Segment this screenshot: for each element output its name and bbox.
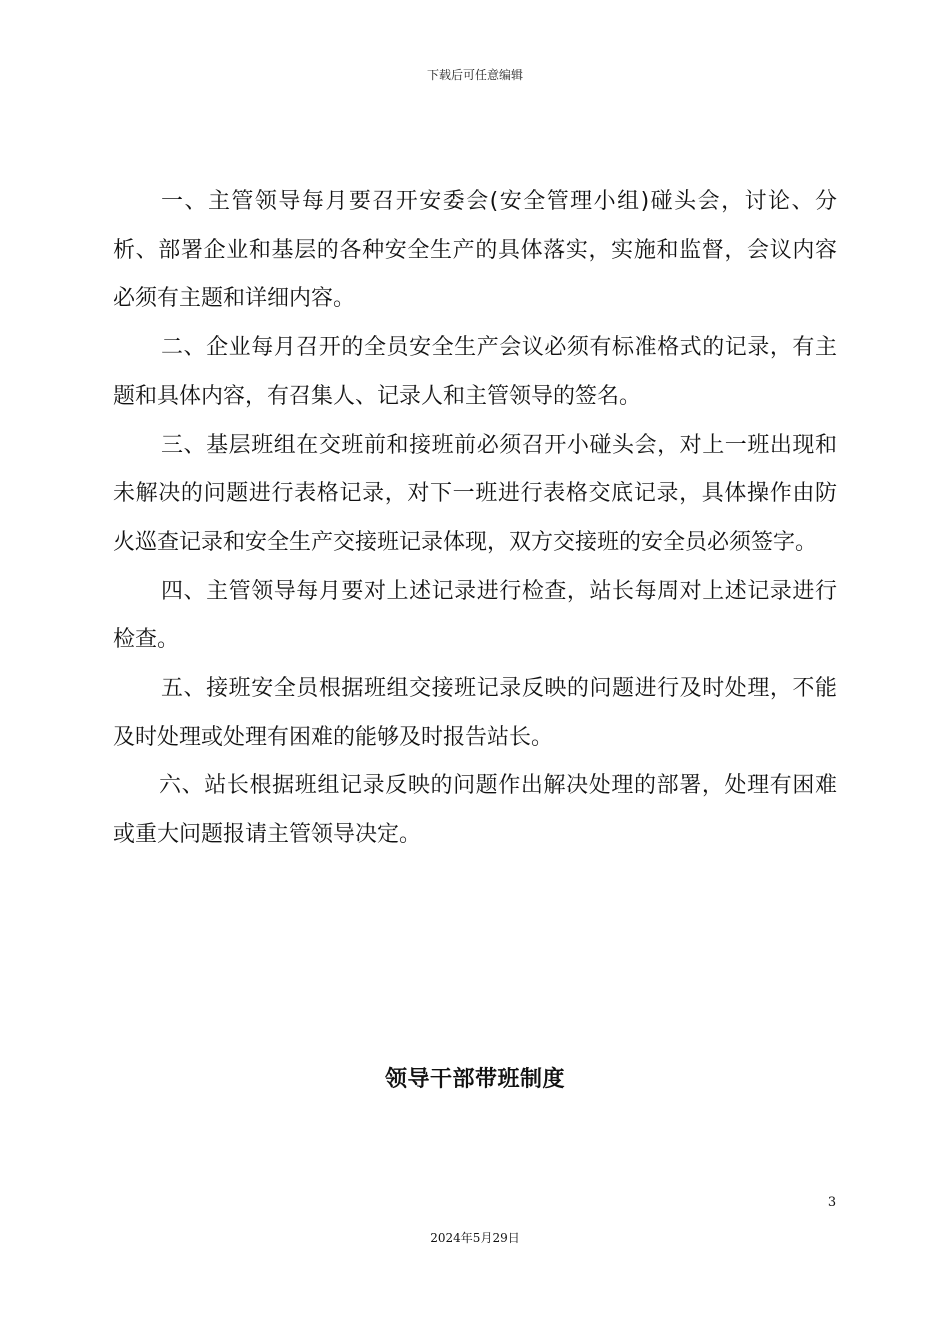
- paragraph-6: 六、站长根据班组记录反映的问题作出解决处理的部署，处理有困难或重大问题报请主管领导决定。: [113, 773, 837, 848]
- section-title: 领导干部带班制度: [384, 1067, 565, 1092]
- page-number: 3: [827, 1195, 837, 1210]
- paragraph-4: 四、主管领导每月要对上述记录进行检查，站长每周对上述记录进行检查。: [113, 578, 837, 653]
- paragraph-2: 二、企业每月召开的全员安全生产会议必须有标准格式的记录，有主题和具体内容，有召集人、记录人和主管领导的签名。: [113, 335, 837, 409]
- paragraph-1: 一、主管领导每月要召开安委会(安全管理小组)碰头会，讨论、分析、部署企业和基层的各种安全生产的具体落实，实施和监督，会议内容必须有主题和详细内容。: [113, 189, 837, 312]
- paragraph-5: 五、接班安全员根据班组交接班记录反映的问题进行及时处理，不能及时处理或处理有困难的能够及时报告站长。: [113, 676, 837, 750]
- paragraph-3: 三、基层班组在交班前和接班前必须召开小碰头会，对上一班出现和未解决的问题进行表格记录，对下一班进行表格交底记录，具体操作由防火巡查记录和安全生产交接班记录体现，双方交接班的安全员必须签字。: [113, 432, 837, 555]
- header-note: 下载后可任意编辑: [426, 68, 523, 82]
- document-body: [113, 178, 837, 860]
- footer-date: 2024年5月29日: [430, 1231, 520, 1245]
